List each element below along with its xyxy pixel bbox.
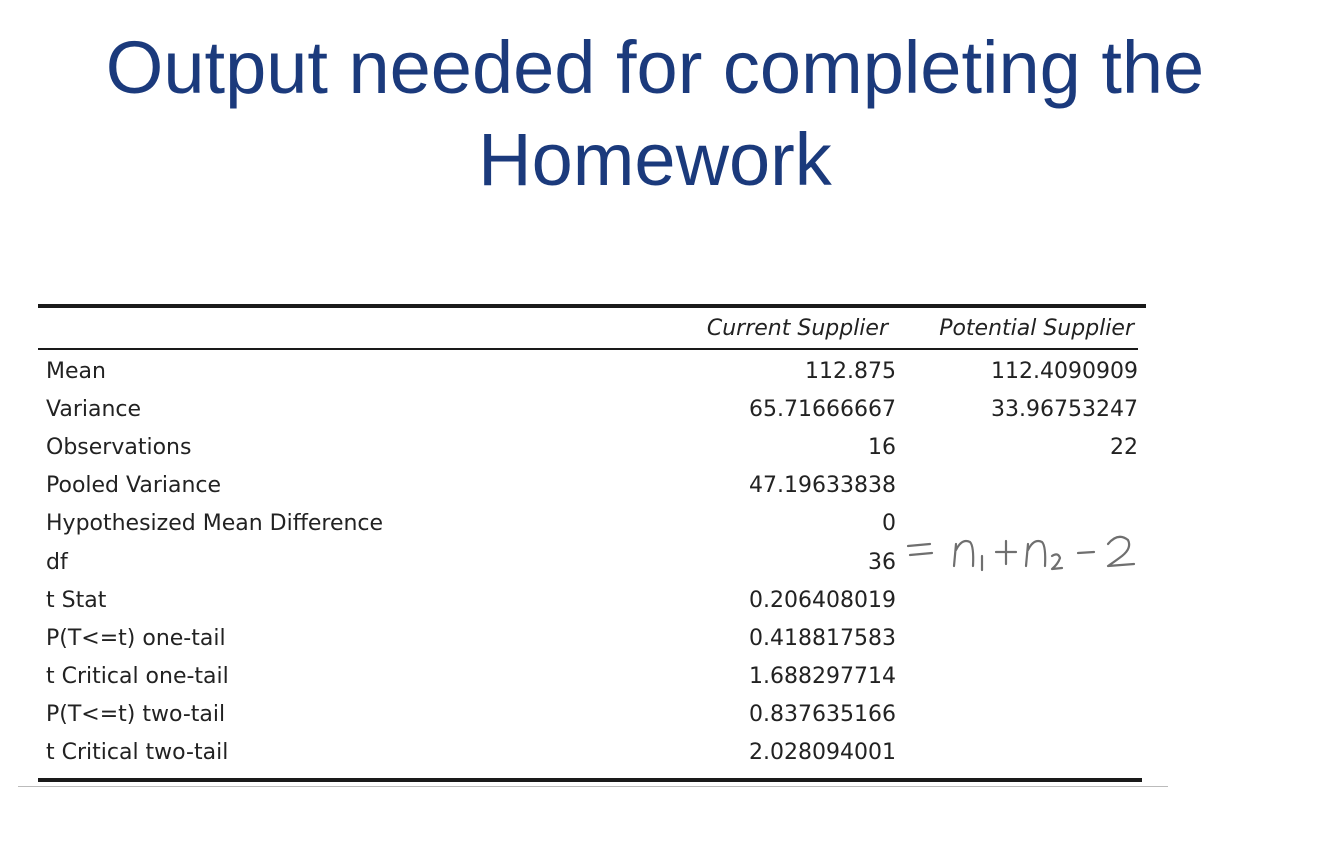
ink-minus [1078, 552, 1094, 553]
current-supplier-value: 36 [868, 549, 896, 575]
current-supplier-value: 0.206408019 [749, 587, 896, 613]
ink-equals-top [908, 544, 930, 546]
table-row-p-one-tail [38, 619, 1146, 657]
slide-title-line-2: Homework [478, 118, 832, 201]
table-row-t-stat [38, 581, 1146, 619]
row-label: df [46, 549, 68, 575]
current-supplier-value: 0 [882, 511, 896, 537]
ink-plus [996, 541, 1016, 564]
table-bottom-rule [38, 778, 1142, 782]
table-row-observations [38, 428, 1146, 466]
current-supplier-value: 1.688297714 [749, 664, 896, 690]
table-row-pooled-variance [38, 467, 1146, 505]
table-row-variance [38, 390, 1146, 428]
slide-title [0, 22, 1310, 206]
potential-supplier-value: 22 [1110, 434, 1138, 460]
table-row-t-critical-one-tail [38, 658, 1146, 696]
current-supplier-value: 0.837635166 [749, 702, 896, 728]
table-header-row [38, 308, 1146, 348]
current-supplier-value: 2.028094001 [749, 740, 896, 766]
table-row-p-two-tail [38, 696, 1146, 734]
header-current-supplier: Current Supplier [706, 315, 888, 341]
ink-n2 [1026, 541, 1045, 566]
ink-n1 [954, 541, 973, 566]
current-supplier-value: 65.71666667 [749, 396, 896, 422]
ink-subscript-2 [1052, 554, 1062, 569]
table-scan-shadow [18, 786, 1168, 787]
row-label: Hypothesized Mean Difference [46, 511, 384, 537]
row-label: P(T<=t) one-tail [46, 625, 226, 651]
current-supplier-value: 47.19633838 [749, 473, 896, 499]
slide-title-line-1: Output needed for completing the [105, 26, 1205, 109]
row-label: Observations [46, 434, 192, 460]
row-label: Mean [46, 358, 106, 384]
potential-supplier-value: 33.96753247 [991, 396, 1138, 422]
ink-equals-bottom [910, 553, 932, 555]
current-supplier-value: 0.418817583 [749, 625, 896, 651]
potential-supplier-value: 112.4090909 [991, 358, 1138, 384]
row-label: P(T<=t) two-tail [46, 702, 226, 728]
current-supplier-value: 112.875 [805, 358, 896, 384]
row-label: t Critical one-tail [46, 664, 229, 690]
handwritten-df-formula [904, 526, 1174, 576]
table-header-rule [38, 348, 1138, 350]
current-supplier-value: 16 [868, 434, 896, 460]
row-label: Variance [46, 396, 142, 422]
ink-digit-2 [1108, 537, 1134, 566]
table-row-t-critical-two-tail [38, 734, 1146, 772]
row-label: t Stat [46, 587, 107, 613]
header-potential-supplier: Potential Supplier [939, 315, 1134, 341]
row-label: t Critical two-tail [46, 740, 229, 766]
table-row-mean [38, 352, 1146, 390]
row-label: Pooled Variance [46, 473, 222, 499]
